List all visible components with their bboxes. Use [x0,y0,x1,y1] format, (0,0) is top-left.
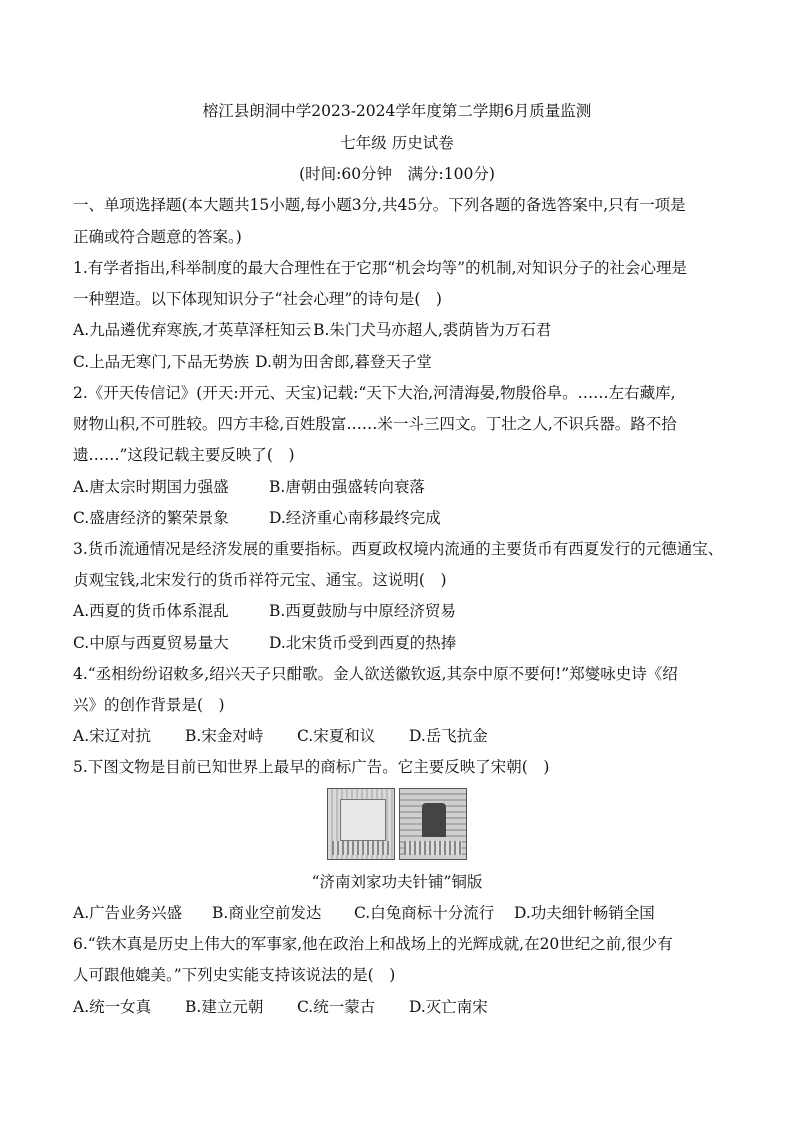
q3-stem-cont: 贞观宝钱,北宋发行的货币祥符元宝、通宝。这说明( ) [73,571,447,589]
q2-option-c[interactable]: C.盛唐经济的繁荣景象 [73,509,229,527]
q1-stem: 1.有学者指出,科举制度的最大合理性在于它那“机会均等”的机制,对知识分子的社会心理是 [73,259,687,277]
q4-options-row [73,726,733,746]
q3-stem: 3.货币流通情况是经济发展的重要指标。西夏政权境内流通的主要货币有西夏发行的元德通宝、 [73,540,724,558]
q2-options-row1 [73,477,733,497]
rabbit-plate-border [404,841,462,855]
q1-option-c[interactable]: C.上品无寒门,下品无势族 [73,353,250,371]
q1-options-row2 [73,352,733,372]
q6-stem: 6.“铁木真是历史上伟大的军事家,他在政治上和战场上的光辉成就,在20世纪之前,很少有 [73,935,673,953]
q3-options-row2 [73,633,733,653]
q6-option-c[interactable]: C.统一蒙古 [297,998,376,1016]
q5-figure-caption: “济南刘家功夫针铺”铜版 [311,873,483,891]
q1-option-d[interactable]: D.朝为田舍郎,暮登天子堂 [255,353,432,371]
plate-inscription-image [327,788,395,860]
q3-option-d[interactable]: D.北宋货币受到西夏的热捧 [269,634,457,652]
q2-options-row2 [73,508,733,528]
q2-stem-cont2: 遗……”这段记载主要反映了( ) [73,446,295,464]
q5-option-c[interactable]: C.白兔商标十分流行 [354,904,495,922]
section-instructions-cont: 正确或符合题意的答案。) [73,228,242,246]
q2-option-b[interactable]: B.唐朝由强盛转向衰落 [269,478,425,496]
q2-stem: 2.《开天传信记》(开天:开元、天宝)记载:“天下大治,河清海晏,物殷俗阜。……左右藏库, [73,384,676,402]
q6-option-d[interactable]: D.灭亡南宋 [409,998,488,1016]
q4-stem: 4.“丞相纷纷诏敕多,绍兴天子只酣歌。金人欲送徽钦返,其奈中原不要何!”郑燮咏史诗《绍 [73,665,678,683]
q4-option-a[interactable]: A.宋辽对抗 [73,727,152,745]
q5-options-row [73,903,733,923]
q4-option-c[interactable]: C.宋夏和议 [297,727,376,745]
q6-option-b[interactable]: B.建立元朝 [185,998,264,1016]
q5-stem: 5.下图文物是目前已知世界上最早的商标广告。它主要反映了宋朝( ) [73,758,550,776]
q2-option-d[interactable]: D.经济重心南移最终完成 [269,509,441,527]
q1-option-a[interactable]: A.九品遴优弃寒族,才英草泽枉知云 [73,321,312,339]
q3-option-a[interactable]: A.西夏的货币体系混乱 [73,602,229,620]
q3-option-c[interactable]: C.中原与西夏贸易量大 [73,634,229,652]
q6-option-a[interactable]: A.统一女真 [73,998,152,1016]
q5-option-a[interactable]: A.广告业务兴盛 [73,904,183,922]
exam-meta: (时间:60分钟 满分:100分) [299,165,495,183]
rabbit-figure [422,803,446,837]
exam-subtitle: 七年级 历史试卷 [340,134,454,152]
q5-option-b[interactable]: B.商业空前发达 [212,904,322,922]
q4-stem-cont: 兴》的创作背景是( ) [73,696,225,714]
q4-option-d[interactable]: D.岳飞抗金 [409,727,488,745]
q1-stem-cont: 一种塑造。以下体现知识分子“社会心理”的诗句是( ) [73,290,442,308]
plate-inscription-panel [340,799,386,841]
q1-options-row1 [73,320,733,340]
rabbit-trademark-image [399,788,467,860]
q6-options-row [73,997,733,1017]
plate-inscription-border [332,841,390,855]
q5-option-d[interactable]: D.功夫细针畅销全国 [514,904,655,922]
bronze-plate-figure [327,788,467,860]
q2-stem-cont: 财物山积,不可胜较。四方丰稔,百姓殷富……米一斗三四文。丁壮之人,不识兵器。路不拾 [73,415,677,433]
q2-option-a[interactable]: A.唐太宗时期国力强盛 [73,478,229,496]
q3-option-b[interactable]: B.西夏鼓励与中原经济贸易 [269,602,456,620]
q3-options-row1 [73,601,733,621]
q4-option-b[interactable]: B.宋金对峙 [185,727,264,745]
q6-stem-cont: 人可跟他媲美。”下列史实能支持该说法的是( ) [73,966,396,984]
section-instructions: 一、单项选择题(本大题共15小题,每小题3分,共45分。下列各题的备选答案中,只有一项是 [73,196,686,214]
q1-option-b[interactable]: B.朱门犬马亦超人,裘荫皆为万石君 [313,321,552,339]
exam-title: 榕江县朗洞中学2023-2024学年度第二学期6月质量监测 [202,102,592,120]
